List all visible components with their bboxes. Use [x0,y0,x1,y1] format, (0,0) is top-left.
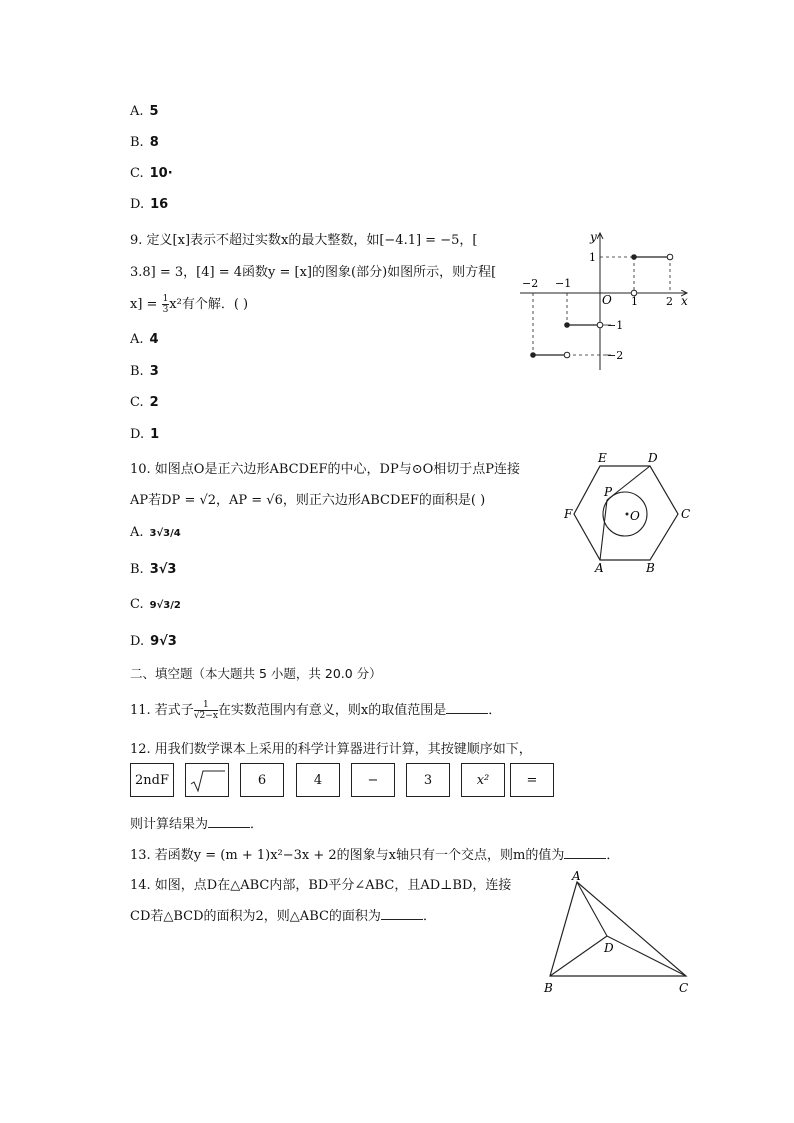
q10-line1: 10. 如图点O是正六边形ABCDEF的中心，DP与⊙O相切于点P连接 [130,462,520,477]
tick-label: −2 [607,349,624,362]
q10-option-c: C. 9√3/2 [130,597,181,612]
q12-line: 12. 用我们数学课本上采用的科学计算器进行计算，其按键顺序如下， [130,742,532,757]
q9-line1: 9. 定义[x]表示不超过实数x的最大整数，如[−4.1] = −5，[ [130,233,478,248]
key-x-squared: x² [461,763,505,797]
svg-text:A: A [595,561,604,575]
closed-point [530,352,536,358]
triangle-figure [538,870,698,996]
q13-line: 13. 若函数y = (m + 1)x²−3x + 2的图象与x轴只有一个交点，则m的值为 ． [130,848,620,863]
answer-blank [564,846,606,859]
closed-point [631,254,637,260]
svg-text:B: B [544,981,553,995]
q9-line3: x] = $\frac{1}{3}$ x²有个解．( ) [130,294,249,315]
key-2ndf: 2ndF [130,763,174,797]
q9-option-c: C. 2 [130,395,159,410]
q14-line1: 14. 如图，点D在△ABC内部，BD平分∠ABC，且AD⊥BD，连接 [130,878,512,893]
q8-option-c: C. 10· [130,166,173,181]
answer-blank [381,907,423,920]
tick-label: 2 [666,295,673,308]
floor-function-graph [515,225,695,375]
q10-option-a: A. 3√3/4 [130,525,181,540]
open-point [597,322,603,328]
tick-label: 1 [631,295,638,308]
key-6: 6 [240,763,284,797]
svg-text:D: D [604,941,614,955]
open-point [564,352,570,358]
q8-option-d: D. 16 [130,197,169,212]
svg-text:C: C [681,507,691,521]
svg-text:P: P [604,485,613,499]
svg-text:B: B [646,561,655,575]
svg-text:C: C [679,981,689,995]
tick-label: −1 [555,277,572,290]
q10-line2: AP若DP = √2，AP = √6，则正六边形ABCDEF的面积是( ) [130,493,486,508]
svg-text:D: D [648,452,658,465]
tick-label: −2 [522,277,539,290]
q10-option-d: D. 9√3 [130,634,177,649]
segment-bd [550,936,607,976]
q12-result: 则计算结果为 ． [130,817,264,832]
segment-ad [577,882,607,936]
key-equals: = [510,763,554,797]
svg-text:O: O [630,509,640,523]
closed-point [564,322,570,328]
q11-line: 11. 若式子 $\frac{1}{√2-x}$ 在实数范围内有意义，则x的取值范围是 ． [130,700,502,721]
answer-blank [208,815,250,828]
origin-label: O [602,293,612,307]
q9-line2: 3.8] = 3，[4] = 4函数y = [x]的图象(部分)如图所示，则方程[ [130,265,497,280]
sqrt-icon [187,766,227,794]
open-point [667,254,673,260]
key-3: 3 [406,763,450,797]
y-label: y [590,230,597,244]
key-sqrt [185,763,229,797]
key-4: 4 [296,763,340,797]
x-label: x [681,294,688,308]
q9-option-a: A. 4 [130,332,159,347]
q14-line2: CD若△BCD的面积为2，则△ABC的面积为 ． [130,909,436,924]
q9-fraction: $\frac{1}{3}$ [162,294,169,315]
q10-option-b: B. 3√3 [130,562,177,577]
answer-blank [446,701,488,714]
q11-fraction: $\frac{1}{√2-x}$ [193,700,218,721]
svg-text:A: A [572,870,581,883]
q9-option-b: B. 3 [130,364,159,379]
tick-label: 1 [589,251,596,264]
q9-option-d: D. 1 [130,427,160,442]
hexagon-figure [560,452,700,577]
section-heading: 二、填空题（本大题共 5 小题，共 20.0 分） [130,666,382,681]
key-minus: − [351,763,395,797]
svg-text:F: F [564,507,573,521]
svg-text:E: E [598,452,607,465]
q8-option-a: A. 5 [130,104,159,119]
q8-option-b: B. 8 [130,135,159,150]
segment-dp [607,466,650,500]
tick-label: −1 [607,319,624,332]
